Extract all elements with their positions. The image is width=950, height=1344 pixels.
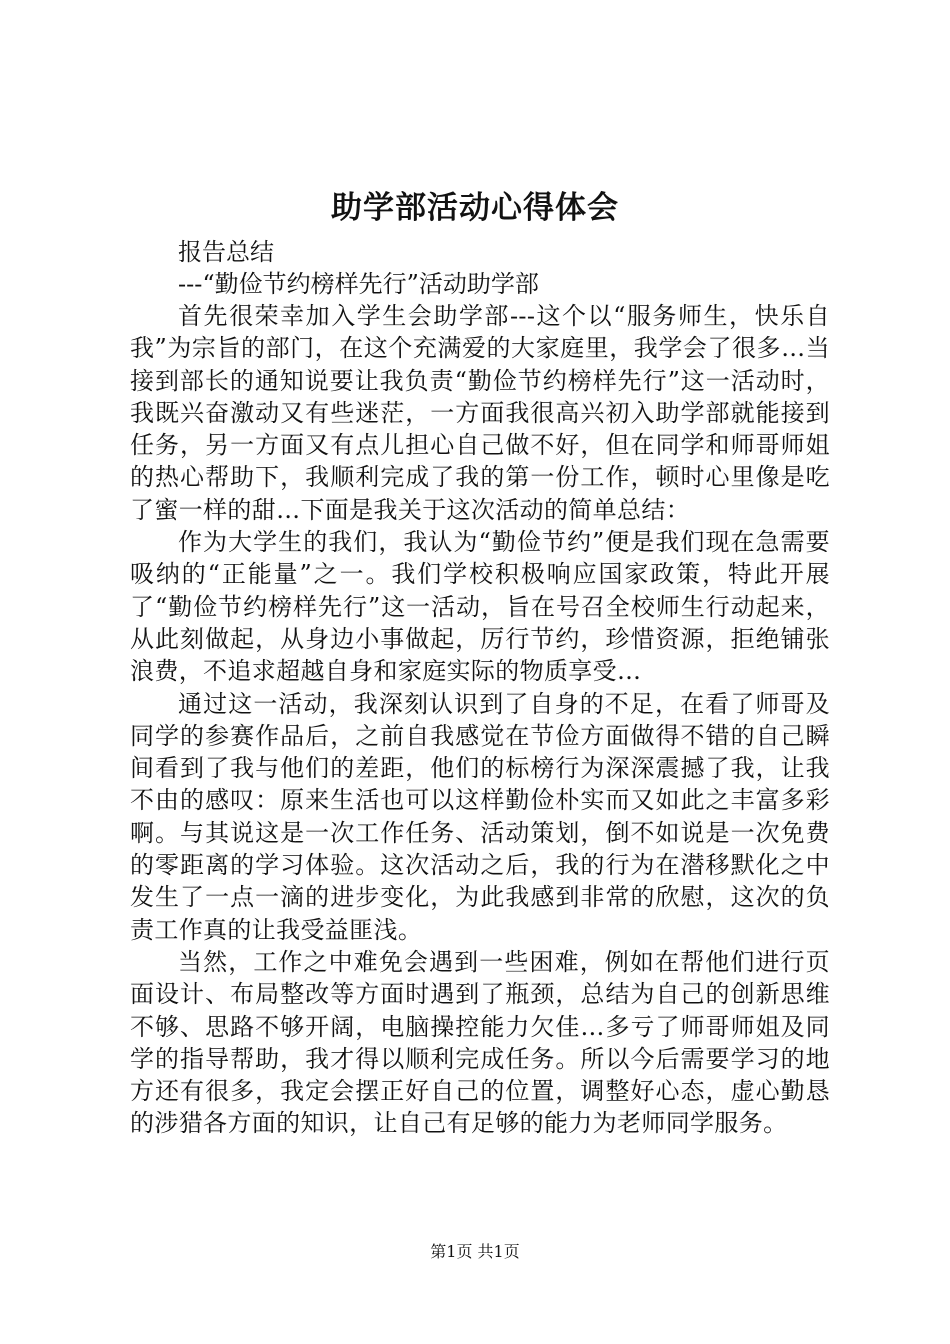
paragraph-frugality: 作为大学生的我们，我认为“勤俭节约”便是我们现在急需要吸纳的“正能量”之一。我们学校积极响应国家政策，特此开展了“勤俭节约榜样先行”这一活动，旨在号召全校师生行动起来，从此刻做起，从身边小事做起，厉行节约，珍惜资源，拒绝铺张浪费，不追求超越自身和家庭实际的物质享受… <box>130 528 830 686</box>
paragraph-reflection: 通过这一活动，我深刻认识到了自身的不足，在看了师哥及同学的参赛作品后，之前自我感觉在节俭方面做得不错的自己瞬间看到了我与他们的差距，他们的标榜行为深深震撼了我，让我不由的感叹：原来生活也可以这样勤俭朴实而又如此之丰富多彩啊。与其说这是一次工作任务、活动策划，倒不如说是一次免费的零距离的学习体验。这次活动之后，我的行为在潜移默化之中发生了一点一滴的进步变化，为此我感到非常的欣慰，这次的负责工作真的让我受益匪浅。 <box>130 689 830 944</box>
subtitle-report-summary: 报告总结 <box>178 238 274 266</box>
subtitle-activity-name: ---“勤俭节约榜样先行”活动助学部 <box>178 270 539 298</box>
page-number-footer: 第1页 共1页 <box>430 1242 520 1261</box>
paragraph-difficulties: 当然，工作之中难免会遇到一些困难，例如在帮他们进行页面设计、布局整改等方面时遇到了瓶颈，总结为自己的创新思维不够、思路不够开阔，电脑操控能力欠佳…多亏了师哥师姐及同学的指导帮助，我才得以顺利完成任务。所以今后需要学习的地方还有很多，我定会摆正好自己的位置，调整好心态，虚心勤恳的涉猎各方面的知识，让自己有足够的能力为老师同学服务。 <box>130 947 830 1138</box>
paragraph-intro: 首先很荣幸加入学生会助学部---这个以“服务师生，快乐自我”为宗旨的部门，在这个充满爱的大家庭里，我学会了很多…当接到部长的通知说要让我负责“勤俭节约榜样先行”这一活动时，我既兴奋激动又有些迷茫，一方面我很高兴初入助学部就能接到任务，另一方面又有点儿担心自己做不好，但在同学和师哥师姐的热心帮助下，我顺利完成了我的第一份工作，顿时心里像是吃了蜜一样的甜…下面是我关于这次活动的简单总结： <box>130 302 830 524</box>
document-body <box>130 236 830 1140</box>
document-title: 助学部活动心得体会 <box>331 190 619 226</box>
